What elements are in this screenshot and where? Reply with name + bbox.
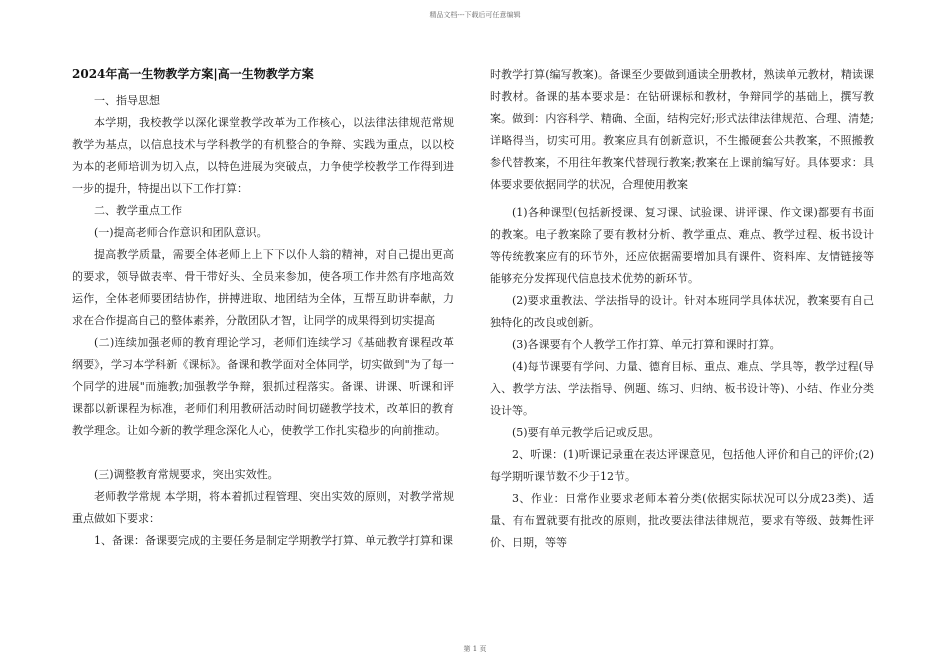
page-header-note: 精品文档---下载后可任意编辑 [429, 11, 521, 19]
list-item-method-guidance: (2)要求重教法、学法指导的设计。针对本班同学具体状况，教案要有自己独特化的改良或创新。 [490, 294, 874, 329]
section-heading-guiding-ideology: 一、指导思想 [94, 94, 160, 107]
list-item-plans: (3)各课要有个人教学工作打算、单元打算和课时打算。 [512, 338, 781, 351]
paragraph-theory-study: (二)连续加强老师的教育理论学习，老师们连续学习《基础教育课程改革纲要》，学习本学科新《课标》。备课和教学面对全体同学，切实做到"为了每一个同学的进展"而施教;加强教学争辩，狠抓过程落实。备课、讲课、听课和评课都以新课程为标准，老师们利用教研活动时间切磋教学技术，改革旧的教育教学理念。让如今新的教学理念深化人心，使教学工作扎实稳步的向前推动。 [72, 336, 454, 437]
paragraph-lesson-observation: 2、听课：(1)听课记录重在表达评课意见，包括他人评价和自己的评价;(2)每学期听课节数不少于12节。 [490, 448, 874, 483]
paragraph-guiding-ideology: 本学期，我校教学以深化课堂教学改革为工作核心，以法律法律规范常规教学为基点，以信息技术与学科教学的有机整合的争辩、实践为重点，以以校为本的老师培训为切入点，以特色进展为突破点，力争使学校教学工作得到进一步的提升，特提出以下工作打算： [72, 116, 454, 195]
paragraph-routine-requirements: 老师教学常规 本学期，将本着抓过程管理、突出实效的原则，对教学常规重点做如下要求： [72, 490, 454, 525]
list-item-lesson-elements: (4)每节课要有学问、力量、德育目标、重点、难点、学具等，教学过程(导入、教学方法、学法指导、例题、练习、归纳、板书设计等)、小结、作业分类设计等。 [490, 360, 874, 417]
paragraph-lesson-prep: 1、备课：备课要完成的主要任务是制定学期教学打算、单元教学打算和课 [94, 534, 453, 547]
list-item-lesson-types: (1)各种课型(包括新授课、复习课、试验课、讲评课、作文课)都要有书面的教案。电子教案除了要有教材分析、教学重点、难点、教学过程、板书设计等传统教案应有的环节外，还应依据需要增加具有课件、资料库、友情链接等能够充分发挥现代信息技术优势的新环节。 [490, 206, 874, 285]
paragraph-homework: 3、作业：日常作业要求老师本着分类(依据实际状况可以分成23类)、适量、有布置就要有批改的原则，批改要法律法律规范，要求有等级、鼓舞性评价、日期，等等 [490, 492, 874, 549]
paragraph-lesson-plan-continued: 时教学打算(编写教案)。备课至少要做到通读全册教材，熟读单元教材，精读课时教材。备课的基本要求是：在钻研课标和教材，争辩同学的基础上，撰写教案。做到：内容科学、精确、全面，结构完好;形式法律法律规范、合理、清楚;详略得当，切实可用。教案应具有创新意识，不生搬硬套公共教案，不照搬教参代替教案，不用往年教案代替现行教案;教案在上课前编写好。具体要求：具体要求要依据同学的状况，合理使用教案 [490, 68, 874, 191]
right-column [490, 64, 874, 554]
page-number: 第 1 页 [463, 645, 487, 653]
document-title: 2024年高一生物教学方案|高一生物教学方案 [72, 67, 314, 81]
paragraph-teamwork: 提高教学质量，需要全体老师上上下下以仆人翁的精神，对自己提出更高的要求，领导做表率、骨干带好头、全员来参加，使各项工作井然有序地高效运作，全体老师要团结协作，拼搏进取、地团结为全体，互帮互助讲奉献，力求在合作提高自己的整体素养，分散团队才智，让同学的成果得到切实提高 [72, 248, 454, 327]
subheading-routine-requirements: (三)调整教育常规要求，突出实效性。 [94, 468, 279, 481]
section-heading-key-work: 二、教学重点工作 [94, 204, 182, 217]
left-column [72, 64, 454, 552]
subheading-teamwork: (一)提高老师合作意识和团队意识。 [94, 226, 268, 239]
list-item-reflection: (5)要有单元教学后记或反思。 [512, 426, 660, 439]
